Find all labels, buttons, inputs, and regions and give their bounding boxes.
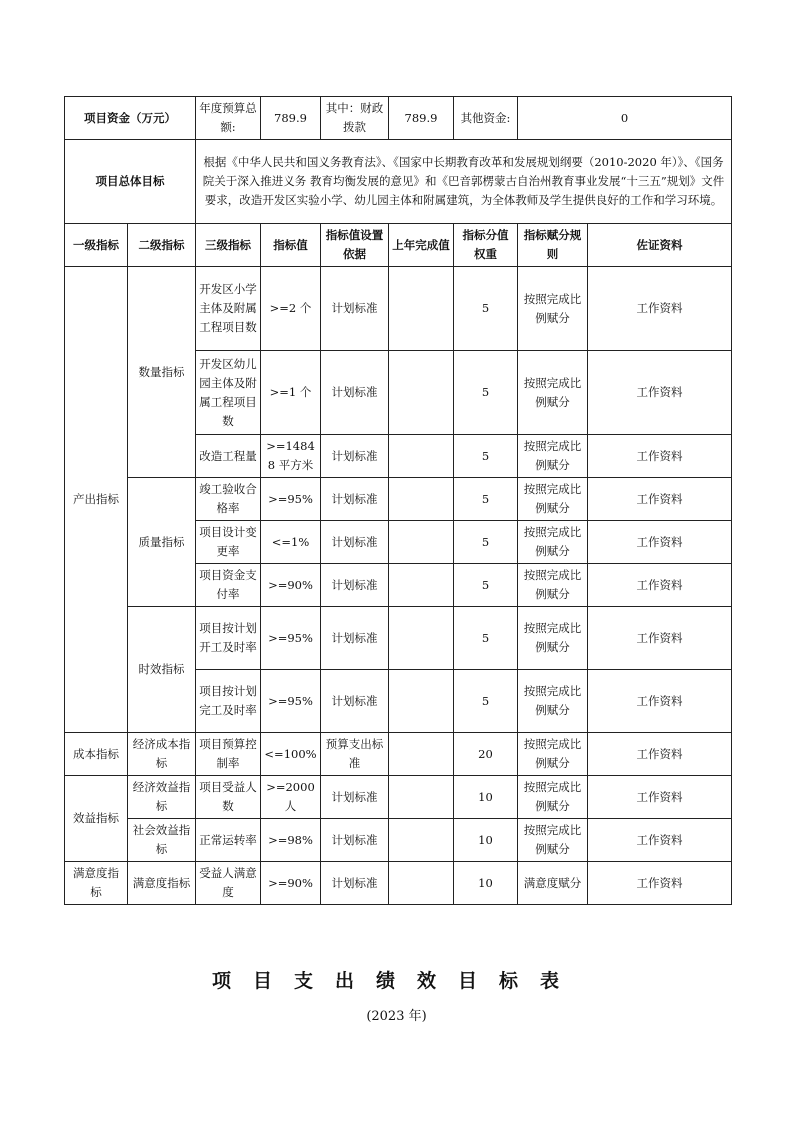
funds-row: [65, 97, 732, 140]
weight-cell: 5: [454, 351, 518, 435]
level3-cell: 项目按计划开工及时率: [196, 607, 261, 670]
goal-label: 项目总体目标: [65, 140, 196, 224]
evidence-cell: 工作资料: [588, 670, 732, 733]
basis-cell: 计划标准: [321, 819, 389, 862]
level3-cell: 项目预算控制率: [196, 733, 261, 776]
prev-cell: [389, 733, 454, 776]
basis-cell: 计划标准: [321, 776, 389, 819]
table-row: [65, 862, 732, 905]
value-cell: >=14848 平方米: [261, 435, 321, 478]
prev-cell: [389, 564, 454, 607]
prev-cell: [389, 862, 454, 905]
header-cell: 指标值: [261, 224, 321, 267]
basis-cell: 计划标准: [321, 607, 389, 670]
header-cell: 二级指标: [128, 224, 196, 267]
evidence-cell: 工作资料: [588, 733, 732, 776]
evidence-cell: 工作资料: [588, 351, 732, 435]
table-row: [65, 776, 732, 819]
basis-cell: 计划标准: [321, 351, 389, 435]
value-cell: >=1 个: [261, 351, 321, 435]
evidence-cell: 工作资料: [588, 267, 732, 351]
header-cell: 佐证资料: [588, 224, 732, 267]
level2-economic-cost: 经济成本指标: [128, 733, 196, 776]
header-row: [65, 224, 732, 267]
weight-cell: 5: [454, 267, 518, 351]
level2-quality: 质量指标: [128, 478, 196, 607]
rule-cell: 按照完成比例赋分: [518, 776, 588, 819]
fiscal-value: 789.9: [389, 97, 454, 140]
funds-label: 项目资金（万元）: [65, 97, 196, 140]
prev-cell: [389, 776, 454, 819]
header-cell: 指标值设置依据: [321, 224, 389, 267]
rule-cell: 按照完成比例赋分: [518, 478, 588, 521]
basis-cell: 计划标准: [321, 478, 389, 521]
level2-economic-benefit: 经济效益指标: [128, 776, 196, 819]
level3-cell: 竣工验收合格率: [196, 478, 261, 521]
value-cell: >=95%: [261, 607, 321, 670]
rule-cell: 按照完成比例赋分: [518, 670, 588, 733]
weight-cell: 20: [454, 733, 518, 776]
rule-cell: 按照完成比例赋分: [518, 607, 588, 670]
level1-cost: 成本指标: [65, 733, 128, 776]
weight-cell: 5: [454, 478, 518, 521]
basis-cell: 计划标准: [321, 862, 389, 905]
rule-cell: 按照完成比例赋分: [518, 819, 588, 862]
level3-cell: 改造工程量: [196, 435, 261, 478]
level2-social-benefit: 社会效益指标: [128, 819, 196, 862]
other-funds-label: 其他资金:: [454, 97, 518, 140]
level3-cell: 受益人满意度: [196, 862, 261, 905]
level3-cell: 项目资金支付率: [196, 564, 261, 607]
header-cell: 一级指标: [65, 224, 128, 267]
weight-cell: 10: [454, 862, 518, 905]
rule-cell: 按照完成比例赋分: [518, 267, 588, 351]
evidence-cell: 工作资料: [588, 607, 732, 670]
table-row: [65, 267, 732, 351]
weight-cell: 5: [454, 670, 518, 733]
level1-satisfaction: 满意度指标: [65, 862, 128, 905]
prev-cell: [389, 478, 454, 521]
value-cell: >=90%: [261, 564, 321, 607]
table-row: [65, 607, 732, 670]
table-row: [65, 733, 732, 776]
evidence-cell: 工作资料: [588, 478, 732, 521]
value-cell: >=98%: [261, 819, 321, 862]
weight-cell: 5: [454, 607, 518, 670]
prev-cell: [389, 267, 454, 351]
rule-cell: 按照完成比例赋分: [518, 521, 588, 564]
other-funds-value: 0: [518, 97, 732, 140]
level2-quantity: 数量指标: [128, 267, 196, 478]
performance-table: [64, 96, 732, 905]
level3-cell: 正常运转率: [196, 819, 261, 862]
weight-cell: 5: [454, 521, 518, 564]
header-cell: 上年完成值: [389, 224, 454, 267]
weight-cell: 10: [454, 819, 518, 862]
value-cell: <=1%: [261, 521, 321, 564]
level3-cell: 项目设计变更率: [196, 521, 261, 564]
evidence-cell: 工作资料: [588, 862, 732, 905]
value-cell: >=2000 人: [261, 776, 321, 819]
prev-cell: [389, 607, 454, 670]
weight-cell: 10: [454, 776, 518, 819]
weight-cell: 5: [454, 435, 518, 478]
table-title: 项目支出绩效目标表: [211, 970, 581, 992]
evidence-cell: 工作资料: [588, 564, 732, 607]
goal-row: [65, 140, 732, 224]
basis-cell: 计划标准: [321, 521, 389, 564]
value-cell: <=100%: [261, 733, 321, 776]
basis-cell: 计划标准: [321, 267, 389, 351]
rule-cell: 按照完成比例赋分: [518, 733, 588, 776]
evidence-cell: 工作资料: [588, 435, 732, 478]
prev-cell: [389, 351, 454, 435]
basis-cell: 计划标准: [321, 670, 389, 733]
level3-cell: 项目受益人数: [196, 776, 261, 819]
weight-cell: 5: [454, 564, 518, 607]
basis-cell: 计划标准: [321, 435, 389, 478]
prev-cell: [389, 670, 454, 733]
basis-cell: 预算支出标准: [321, 733, 389, 776]
level2-timeliness: 时效指标: [128, 607, 196, 733]
basis-cell: 计划标准: [321, 564, 389, 607]
rule-cell: 满意度赋分: [518, 862, 588, 905]
rule-cell: 按照完成比例赋分: [518, 435, 588, 478]
annual-budget-label: 年度预算总额:: [196, 97, 261, 140]
fiscal-label: 其中：财政拨款: [321, 97, 389, 140]
table-row: [65, 819, 732, 862]
goal-text: 根据《中华人民共和国义务教育法》、《国家中长期教育改革和发展规划纲要（2010-2020 年）》、《国务院关于深入推进义务 教育均衡发展的意见》和《巴音郭楞蒙古自治州教育事业发展“十三五”规划》文件要求，改造开发区实验小学、幼儿园主体和附属建筑，为全体教师及学生提供良好的工作和学习环境。: [196, 140, 732, 224]
value-cell: >=95%: [261, 670, 321, 733]
evidence-cell: 工作资料: [588, 776, 732, 819]
table-row: [65, 478, 732, 521]
evidence-cell: 工作资料: [588, 521, 732, 564]
header-cell: 指标分值权重: [454, 224, 518, 267]
rule-cell: 按照完成比例赋分: [518, 564, 588, 607]
value-cell: >=95%: [261, 478, 321, 521]
level3-cell: 开发区小学主体及附属工程项目数: [196, 267, 261, 351]
prev-cell: [389, 521, 454, 564]
annual-budget-value: 789.9: [261, 97, 321, 140]
value-cell: >=2 个: [261, 267, 321, 351]
level2-satisfaction: 满意度指标: [128, 862, 196, 905]
header-cell: 三级指标: [196, 224, 261, 267]
header-cell: 指标赋分规则: [518, 224, 588, 267]
prev-cell: [389, 435, 454, 478]
evidence-cell: 工作资料: [588, 819, 732, 862]
value-cell: >=90%: [261, 862, 321, 905]
rule-cell: 按照完成比例赋分: [518, 351, 588, 435]
prev-cell: [389, 819, 454, 862]
level3-cell: 项目按计划完工及时率: [196, 670, 261, 733]
level3-cell: 开发区幼儿园主体及附属工程项目数: [196, 351, 261, 435]
level1-output: 产出指标: [65, 267, 128, 733]
level1-benefit: 效益指标: [65, 776, 128, 862]
table-year: (2023 年): [366, 1009, 427, 1024]
